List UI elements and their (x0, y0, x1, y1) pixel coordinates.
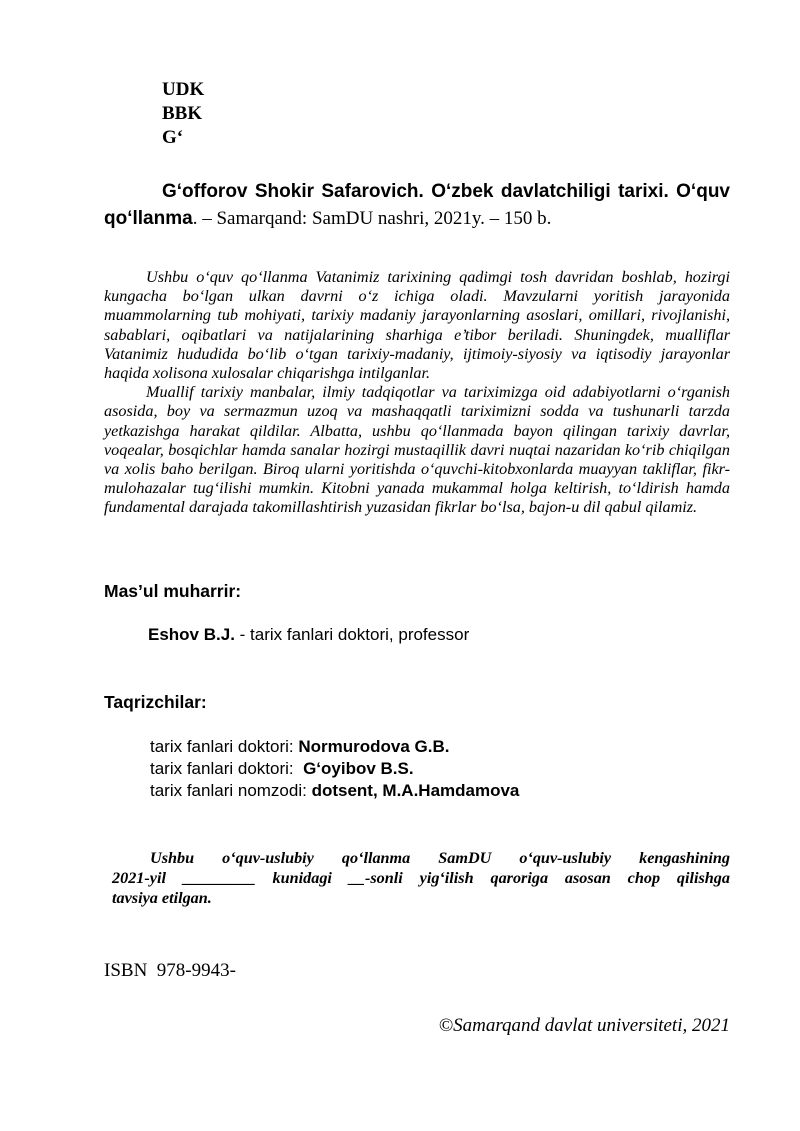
approval-line: 2021-yil _________ kunidagi __-sonli yig‘ilish qaroriga asosan chop qilishga (112, 869, 730, 887)
reviewers-list (150, 736, 519, 802)
reviewer-item (150, 780, 519, 802)
reviewer-degree: tarix fanlari doktori: (150, 759, 304, 778)
udk-label: UDK (162, 79, 205, 100)
abstract-paragraph: Ushbu o‘quv qo‘llanma Vatanimiz tarixining qadimgi tosh davridan boshlab, hozirgi kungacha bo‘lgan ulkan davrni o‘z ichiga oladi. Mavzularni yoritish jarayonida muammolarning tub mohiyati, tarixiy madaniy jarayonlarning asoslari, omillari, rivojlanishi, sabablari, oqibatlari va natijalarining sharhiga e’tibor beriladi. Shuningdek, mualliflar Vatanimiz hududida bo‘lib o‘tgan tarixiy-madaniy, ijtimoiy-siyosiy va iqtisodiy jarayonlar haqida xolisona xulosalar chiqarishga intilganlar. (104, 268, 730, 383)
editor-name: Eshov B.J. (148, 625, 235, 644)
bbk-label: BBK (162, 103, 203, 124)
editor-heading: Mas’ul muharrir: (104, 581, 242, 601)
reviewer-item (150, 736, 519, 758)
editor-separator: - (234, 625, 251, 644)
publication-details: . – Samarqand: SamDU nashri, 2021y. – 150 b. (192, 208, 552, 229)
copyright-notice: ©Samarqand davlat universiteti, 2021 (438, 1015, 730, 1036)
reviewer-name: Normurodova G.B. (298, 737, 450, 756)
book-title: G‘offorov Shokir Safarovich. O‘zbek davlatchiligi tarixi. O‘quv qo‘llanma (104, 181, 730, 229)
reviewer-item (150, 758, 519, 780)
approval-line: tavsiya etilgan. (112, 889, 212, 907)
abstract (104, 268, 730, 518)
reviewers-heading: Taqrizchilar: (104, 692, 207, 712)
classification-codes (162, 78, 204, 150)
author-code-label: G‘ (162, 127, 184, 148)
bibliographic-record (104, 178, 730, 232)
abstract-paragraph: Muallif tarixiy manbalar, ilmiy tadqiqotlar va tariximizga oid adabiyotlarni o‘rganish asosida, boy va sermazmun uzoq va mashaqqatli tariximizni sodda va tushunarli tarzda yetkazishga harakat qildilar. Albatta, ushbu qo‘llanmada bayon qilingan tarixiy davrlar, voqealar, bosqichlar hamda sanalar hozirgi mustaqillik davri nuqtai nazaridan ko‘rib chiqilgan va xolis baho berilgan. Biroq ularni yoritishda o‘quvchi-kitobxonlarda muayyan takliflar, fikr-mulohazalar tug‘ilishi mumkin. Kitobni yanada mukammal holga keltirish, to‘ldirish hamda fundamental darajada takomillashtirish yuzasidan fikrlar bo‘lsa, bajon-u dil qabul qilamiz. (104, 383, 730, 517)
approval-note (112, 848, 730, 908)
reviewer-name: dotsent, M.A.Hamdamova (311, 781, 520, 800)
isbn: ISBN 978-9943- (104, 960, 236, 981)
editor-line (148, 625, 469, 645)
reviewer-degree: tarix fanlari nomzodi: (150, 781, 312, 800)
approval-line: Ushbu o‘quv-uslubiy qo‘llanma SamDU o‘quv-uslubiy kengashining (150, 849, 730, 867)
reviewer-degree: tarix fanlari doktori: (150, 737, 299, 756)
reviewer-name: G‘oyibov B.S. (303, 759, 414, 778)
editor-title: tarix fanlari doktori, professor (250, 625, 470, 644)
